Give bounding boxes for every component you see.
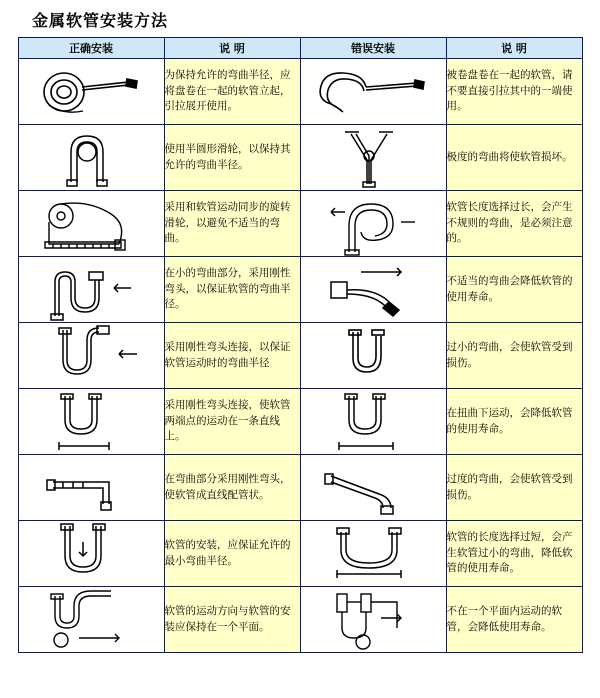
- wrong-desc-cell: 在扭曲下运动，会降低软管的使用寿命。: [446, 389, 582, 455]
- correct-figure-cell: [18, 125, 164, 191]
- min-bend-radius-icon: [19, 522, 162, 586]
- wrong-figure-cell: [300, 257, 446, 323]
- rigid-elbow-straight-line-icon: [19, 390, 162, 454]
- synchronized-rotating-pulley-icon: [19, 192, 162, 256]
- correct-figure-cell: [18, 191, 164, 257]
- correct-figure-cell: [18, 455, 164, 521]
- correct-desc-cell: 采用刚性弯头连接，使软管两端点的运动在一条直线上。: [164, 389, 300, 455]
- wrong-desc-cell: 极度的弯曲将使软管损坏。: [446, 125, 582, 191]
- wrong-figure-cell: [300, 59, 446, 125]
- excess-length-loop-icon: [301, 192, 444, 256]
- wrong-desc-cell: 过小的弯曲，会使软管受到损伤。: [446, 323, 582, 389]
- table-row: [18, 323, 582, 389]
- coiled-hose-pulled-icon: [301, 60, 444, 124]
- table-row: [18, 455, 582, 521]
- rigid-elbow-connection-icon: [19, 324, 162, 388]
- same-plane-motion-icon: [19, 588, 162, 652]
- page-title: 金属软管安装方法: [32, 11, 169, 30]
- hose-installation-table: [18, 37, 583, 653]
- table-row: [18, 59, 582, 125]
- table-row: [18, 125, 582, 191]
- header-wrong-install: 错误安装: [300, 38, 446, 59]
- overbend-icon: [301, 456, 444, 520]
- correct-desc-cell: 采用和软管运动同步的旋转滑轮，以避免不适当的弯曲。: [164, 191, 300, 257]
- correct-desc-cell: 在小的弯曲部分，采用刚性弯头，以保证软管的弯曲半径。: [164, 257, 300, 323]
- out-of-plane-motion-icon: [301, 588, 444, 652]
- torsion-bend-icon: [301, 390, 444, 454]
- correct-desc-cell: 在弯曲部分采用刚性弯头，使软管成直线配管状。: [164, 455, 300, 521]
- wrong-figure-cell: [300, 323, 446, 389]
- table-row: [18, 257, 582, 323]
- rigid-elbow-small-bend-icon: [19, 258, 162, 322]
- wrong-desc-cell: 被卷盘卷在一起的软管，请不要直接引拉其中的一端使用。: [446, 59, 582, 125]
- wrong-figure-cell: [300, 587, 446, 653]
- correct-figure-cell: [18, 521, 164, 587]
- semicircle-pulley-icon: [19, 126, 162, 190]
- header-wrong-desc: 说 明: [446, 38, 582, 59]
- correct-desc-cell: 软管的安装，应保证允许的最小弯曲半径。: [164, 521, 300, 587]
- too-small-bend-icon: [301, 324, 444, 388]
- correct-figure-cell: [18, 389, 164, 455]
- table-row: [18, 521, 582, 587]
- correct-desc-cell: 为保持允许的弯曲半径，应将盘卷在一起的软管立起，引拉展开使用。: [164, 59, 300, 125]
- wrong-figure-cell: [300, 125, 446, 191]
- header-correct-desc: 说 明: [164, 38, 300, 59]
- table-header: [18, 38, 582, 59]
- table-row: [18, 587, 582, 653]
- table-row: [18, 389, 582, 455]
- wrong-figure-cell: [300, 455, 446, 521]
- header-correct-install: 正确安装: [18, 38, 164, 59]
- improper-bend-icon: [301, 258, 444, 322]
- coiled-hose-vertical-icon: [19, 60, 162, 124]
- sharp-bend-pulley-icon: [301, 126, 444, 190]
- wrong-desc-cell: 软管长度选择过长，会产生不规则的弯曲，是必须注意的。: [446, 191, 582, 257]
- correct-desc-cell: 采用刚性弯头连接，以保证软管运动时的弯曲半径: [164, 323, 300, 389]
- straight-pipe-elbow-icon: [19, 456, 162, 520]
- table-body: [18, 59, 582, 653]
- wrong-figure-cell: [300, 191, 446, 257]
- correct-figure-cell: [18, 323, 164, 389]
- wrong-desc-cell: 软管的长度选择过短，会产生软管过小的弯曲，降低软管的使用寿命。: [446, 521, 582, 587]
- wrong-desc-cell: 不在一个平面内运动的软管，会降低使用寿命。: [446, 587, 582, 653]
- correct-figure-cell: [18, 587, 164, 653]
- table-row: [18, 191, 582, 257]
- correct-desc-cell: 软管的运动方向与软管的安装应保持在一个平面。: [164, 587, 300, 653]
- wrong-desc-cell: 不适当的弯曲会降低软管的使用寿命。: [446, 257, 582, 323]
- correct-figure-cell: [18, 257, 164, 323]
- excess-length-bend-icon: [301, 522, 444, 586]
- wrong-figure-cell: [300, 521, 446, 587]
- table-header-row: [18, 38, 582, 59]
- correct-desc-cell: 使用半圆形滑轮，以保持其允许的弯曲半径。: [164, 125, 300, 191]
- wrong-figure-cell: [300, 389, 446, 455]
- wrong-desc-cell: 过度的弯曲，会使软管受到损伤。: [446, 455, 582, 521]
- correct-figure-cell: [18, 59, 164, 125]
